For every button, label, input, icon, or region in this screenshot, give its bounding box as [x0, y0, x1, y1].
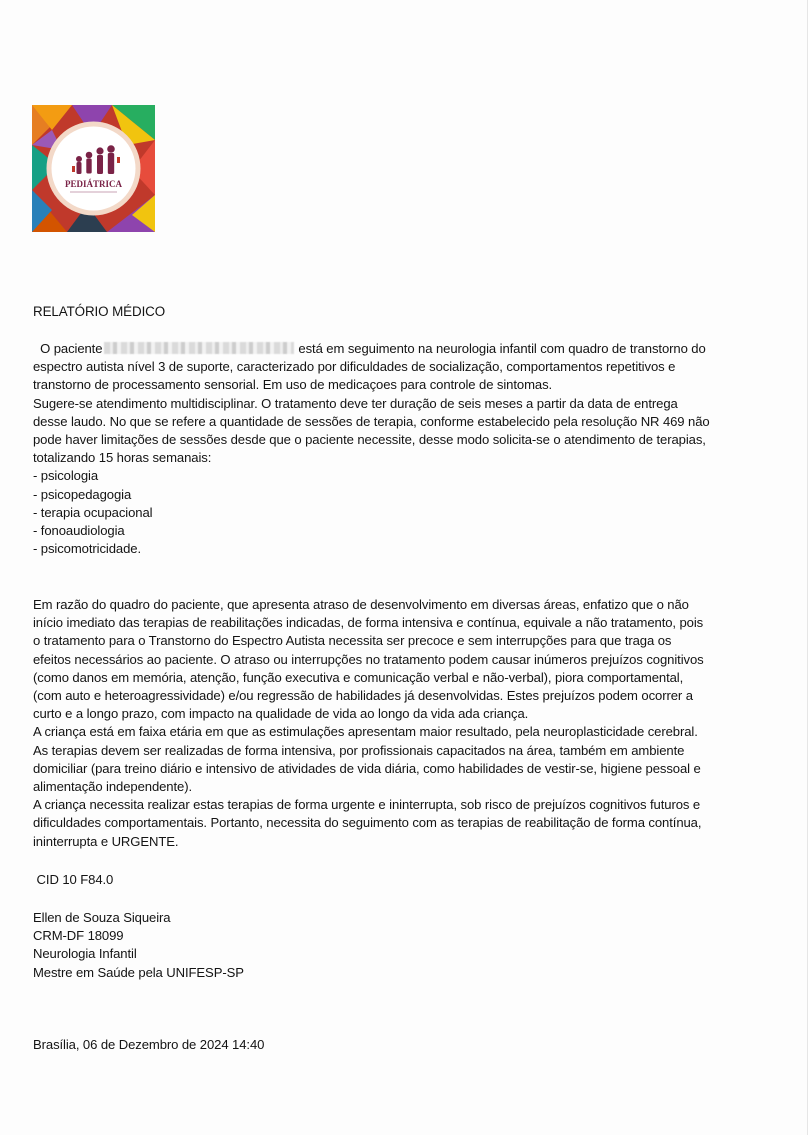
therapy-item: - psicomotricidade.	[33, 541, 141, 557]
redacted-patient-name	[104, 342, 294, 354]
intro-line-2: espectro autista nível 3 de suporte, caracterizado por dificuldades de socialização, comportamentos repetitivos e	[33, 359, 676, 375]
justification-line: o tratamento para o Transtorno do Espectro Autista necessita ser precoce e sem interrupções para que traga os	[33, 633, 672, 649]
justification-line: A criança necessita realizar estas terapias de forma urgente e ininterrupta, sob risco de prejuízos cognitivos futuros e	[33, 797, 701, 813]
justification-line: (com auto e heteroagressividade) e/ou regressão de habilidades já desenvolvidas. Estes prejuízos podem ocorrer a	[33, 688, 693, 704]
paragraph-justification	[33, 596, 803, 851]
paragraph-intro	[33, 340, 803, 558]
justification-line: curto e a longo prazo, com impacto na qualidade de vida ao longo da vida ada criança.	[33, 706, 529, 722]
document-date: Brasília, 06 de Dezembro de 2024 14:40	[33, 1037, 265, 1052]
therapy-item: - psicologia	[33, 468, 99, 484]
justification-line: domiciliar (para treino diário e intensivo de atividades de vida diária, como habilidades de vestir-se, higiene pessoal e	[33, 760, 701, 776]
document-title: RELATÓRIO MÉDICO	[33, 304, 166, 319]
justification-line: As terapias devem ser realizadas de forma intensiva, por profissionais capacitados na área, também em ambiente	[33, 742, 685, 758]
cid-code: CID 10 F84.0	[36, 872, 114, 887]
intro-line-4: Sugere-se atendimento multidisciplinar. O tratamento deve ter duração de seis meses a partir da data de entrega	[33, 395, 678, 411]
doctor-crm: CRM-DF 18099	[33, 928, 124, 944]
intro-line-1: O paciente está em seguimento na neurologia infantil com quadro de transtorno do	[40, 341, 706, 356]
doctor-name: Ellen de Souza Siqueira	[33, 910, 171, 925]
justification-line: (como danos em memória, atenção, função executiva e comunicação verbal e não-verbal), piora comportamental,	[33, 669, 684, 685]
therapy-item: - terapia ocupacional	[33, 504, 153, 520]
intro-line-5: desse laudo. No que se refere a quantidade de sessões de terapia, conforme estabelecido pela resolução NR 469 não	[33, 413, 710, 429]
signature-block	[33, 909, 803, 982]
justification-line: Em razão do quadro do paciente, que apresenta atraso de desenvolvimento em diversas áreas, enfatizo que o não	[33, 597, 689, 612]
justification-line: efeitos necessários ao paciente. O atraso ou interrupções no tratamento podem causar inúmeros prejuízos cognitivos	[33, 651, 704, 667]
therapy-item: - fonoaudiologia	[33, 523, 125, 539]
doctor-specialty: Neurologia Infantil	[33, 946, 137, 962]
justification-line: início imediato das terapias de reabilitações indicadas, de forma intensiva e contínua, equivale a não tratamento, pois	[33, 615, 704, 631]
justification-line: dificuldades comportamentais. Portanto, necessita do seguimento com as terapias de reabilitação de forma contínua,	[33, 815, 702, 831]
justification-line: alimentação independente).	[33, 779, 193, 795]
svg-text:PEDIÁTRICA: PEDIÁTRICA	[64, 179, 123, 189]
justification-line: A criança está em faixa etária em que as estimulações apresentam maior resultado, pela neuroplasticidade cerebral.	[33, 724, 698, 740]
intro-line-7: totalizando 15 horas semanais:	[33, 450, 212, 466]
intro-line-6: pode haver limitações de sessões desde que o paciente necessite, desse modo solicita-se o atendimento de terapias,	[33, 432, 706, 448]
intro-line-3: transtorno de processamento sensorial. Em uso de medicaçoes para controle de sintomas.	[33, 377, 553, 393]
therapy-item: - psicopedagogia	[33, 486, 132, 502]
justification-line: ininterrupta e URGENTE.	[33, 833, 179, 849]
doctor-degree: Mestre em Saúde pela UNIFESP-SP	[33, 964, 244, 980]
clinic-logo	[32, 105, 155, 232]
